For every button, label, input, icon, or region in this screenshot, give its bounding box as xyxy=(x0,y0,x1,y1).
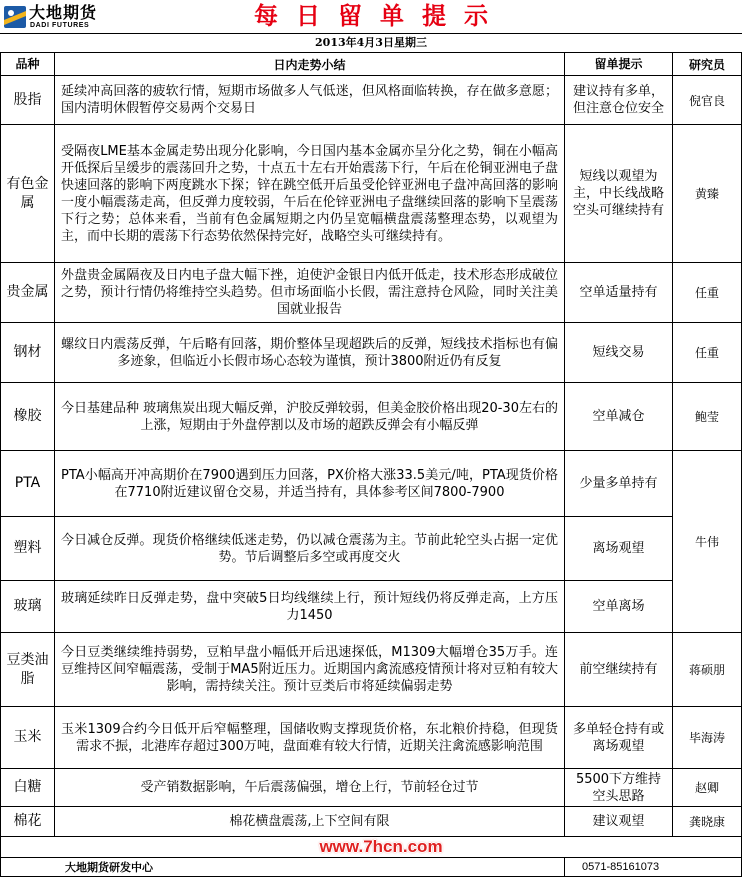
analyst-cell: 毕海涛 xyxy=(673,707,742,769)
page-title: 每日留单提示 xyxy=(254,2,506,30)
position-table xyxy=(0,52,742,877)
summary-text: 受隔夜LME基本金属走势出现分化影响，今日国内基本金属亦呈分化之势，铜在小幅高开低探后呈缓步的震荡回升之势，十点五十左右开始震荡下行，午后在伦铜亚洲电子盘快速回落的影响下两度跳水下探；锌在跳空低开后虽受伦锌亚洲电子盘冲高回落的影响一度小幅震荡走高，但反弹力度较弱，午后在伦锌亚洲电子盘继续回落的影响下呈震荡下行之势；总体来看，当前有色金属短期之内仍呈宽幅横盘震荡整理态势，以观望为主，而中长期的震荡下行态势依然保持完好，战略空头可继续持有。 xyxy=(61,143,558,244)
summary-cell xyxy=(55,581,565,633)
logo-chinese-name: 大地期货 xyxy=(29,3,98,22)
summary-cell xyxy=(55,633,565,707)
summary-text: 玉米1309合约今日低开后窄幅整理，国储收购支撑现货价格，东北粮价持稳，但现货需求不振，北港库存超过300万吨，盘面难有较大行情，近期关注禽流感影响范围 xyxy=(61,721,558,754)
analyst-cell: 蒋硕朋 xyxy=(673,633,742,707)
advice-cell: 少量多单持有 xyxy=(565,451,673,517)
summary-text: 受产销数据影响，午后震荡偏强，增仓上行，节前轻仓过节 xyxy=(140,780,479,795)
advice-cell: 前空继续持有 xyxy=(565,633,673,707)
site-watermark: www.7hcn.com xyxy=(319,837,443,856)
summary-cell xyxy=(55,323,565,383)
analyst-cell: 任重 xyxy=(673,263,742,323)
analyst-cell: 龚晓康 xyxy=(673,807,742,837)
advice-cell: 空单离场 xyxy=(565,581,673,633)
summary-text: 今日豆类继续维持弱势，豆粕早盘小幅低开后迅速探低，M1309大幅增仓35万手。连豆维持区间窄幅震荡，受制于MA5附近压力。近期国内禽流感疫情预计将对豆粕有较大影响，需持续关注。预计豆类后市将延续偏弱走势 xyxy=(61,645,558,694)
variety-cell: 塑料 xyxy=(1,517,55,581)
summary-text: 今日减仓反弹。现货价格继续低迷走势，仍以减仓震荡为主。节前此轮空头占据一定优势。节后调整后多空或再度交火 xyxy=(61,532,558,565)
column-header-analyst: 研究员 xyxy=(673,53,742,76)
summary-cell xyxy=(55,807,565,837)
summary-cell xyxy=(55,517,565,581)
report-header xyxy=(0,0,742,33)
advice-cell: 建议持有多单，但注意仓位安全 xyxy=(565,76,673,125)
analyst-cell: 任重 xyxy=(673,323,742,383)
advice-cell: 5500下方维持空头思路 xyxy=(565,769,673,807)
analyst-cell-merged: 牛伟 xyxy=(673,451,742,633)
summary-text: PTA小幅高开冲高期价在7900遇到压力回落，PX价格大涨33.5美元/吨，PTA现货价格在7710附近建议留仓交易，并适当持有，具体参考区间7800-7900 xyxy=(61,467,558,500)
summary-cell xyxy=(55,451,565,517)
footer-phone: 0571-85161073 xyxy=(565,858,742,877)
summary-text: 棉花横盘震荡,上下空间有限 xyxy=(229,814,390,829)
report-date: 2013年4月3日星期三 xyxy=(0,33,742,52)
variety-cell: 玻璃 xyxy=(1,581,55,633)
advice-cell: 短线交易 xyxy=(565,323,673,383)
advice-cell: 多单轻仓持有或离场观望 xyxy=(565,707,673,769)
variety-cell: 橡胶 xyxy=(1,383,55,451)
advice-cell: 空单减仓 xyxy=(565,383,673,451)
advice-cell: 离场观望 xyxy=(565,517,673,581)
advice-cell: 空单适量持有 xyxy=(565,263,673,323)
watermark-row xyxy=(1,837,742,858)
column-header-variety: 品种 xyxy=(1,53,55,76)
advice-cell: 短线以观望为主，中长线战略空头可继续持有 xyxy=(565,125,673,263)
summary-cell xyxy=(55,707,565,769)
summary-text: 延续冲高回落的疲软行情，短期市场做多人气低迷，但风格面临转换，存在做多意愿；国内清明休假暂停交易两个交易日 xyxy=(61,84,558,116)
variety-cell: 有色金属 xyxy=(1,125,55,263)
variety-cell: 棉花 xyxy=(1,807,55,837)
variety-cell: 豆类油脂 xyxy=(1,633,55,707)
summary-text: 玻璃延续昨日反弹走势，盘中突破5日均线继续上行，预计短线仍将反弹走高，上方压力1450 xyxy=(61,590,558,623)
variety-cell: 股指 xyxy=(1,76,55,125)
analyst-cell: 鲍莹 xyxy=(673,383,742,451)
summary-text: 外盘贵金属隔夜及日内电子盘大幅下挫，迫使沪金银日内低开低走，技术形态形成破位之势，预计行情仍将维持空头趋势。但市场面临小长假，需注意持仓风险，同时关注美国就业报告 xyxy=(61,268,558,317)
logo-english-name: DADI FUTURES xyxy=(30,22,90,29)
variety-cell: 玉米 xyxy=(1,707,55,769)
summary-cell xyxy=(55,76,565,125)
summary-text: 今日基建品种 玻璃焦炭出现大幅反弹，沪胶反弹较弱，但美金胶价格出现20-30左右的上涨，短期由于外盘停割以及市场的超跌反弹会有小幅反弹 xyxy=(61,400,558,433)
summary-cell xyxy=(55,769,565,807)
summary-cell xyxy=(55,383,565,451)
analyst-cell: 黄臻 xyxy=(673,125,742,263)
summary-cell xyxy=(55,125,565,263)
variety-cell: 钢材 xyxy=(1,323,55,383)
footer-organization: 大地期货研发中心 xyxy=(1,858,565,877)
column-header-advice: 留单提示 xyxy=(565,53,673,76)
variety-cell: 贵金属 xyxy=(1,263,55,323)
summary-text: 螺纹日内震荡反弹，午后略有回落，期价整体呈现超跌后的反弹，短线技术指标也有偏多迹象，但临近小长假市场心态较为谨慎，预计3800附近仍有反复 xyxy=(61,336,558,369)
summary-cell xyxy=(55,263,565,323)
variety-cell: 白糖 xyxy=(1,769,55,807)
variety-cell: PTA xyxy=(1,451,55,517)
analyst-cell: 赵卿 xyxy=(673,769,742,807)
analyst-cell: 倪官良 xyxy=(673,76,742,125)
advice-cell: 建议观望 xyxy=(565,807,673,837)
column-header-summary: 日内走势小结 xyxy=(55,53,565,76)
